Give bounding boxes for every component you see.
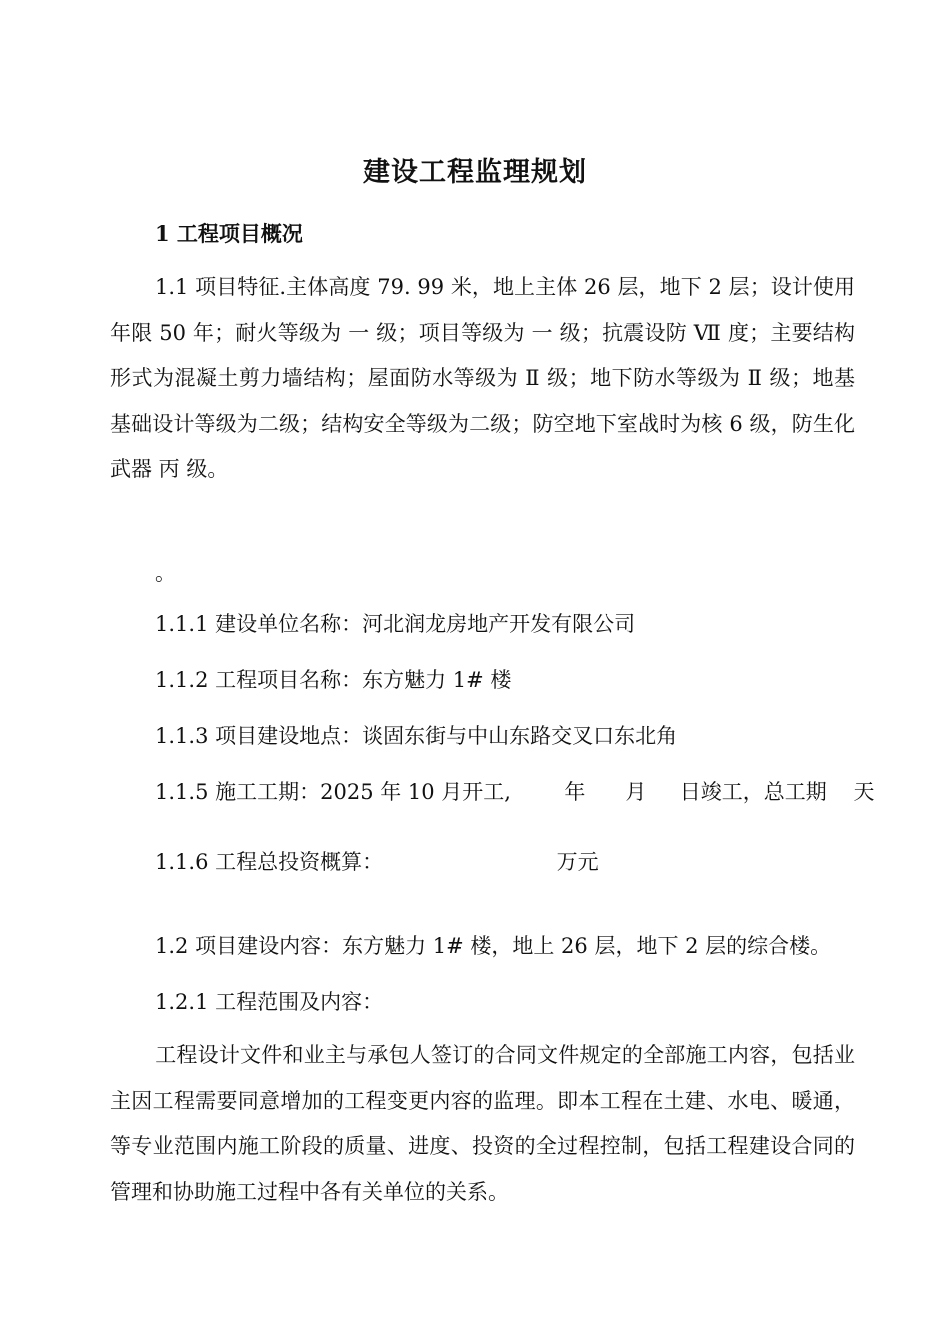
scope-paragraph <box>110 1033 855 1215</box>
project-features-text: 1.1 项目特征.主体高度 79. 99 米，地上主体 26 层，地下 2 层；设计使用年限 50 年；耐火等级为 一 级；项目等级为 一 级；抗震设防 Ⅶ 度；主要结构形式为混凝土剪力墙结构；屋面防水等级为 Ⅱ 级；地下防水等级为 Ⅱ 级；地基基础设计等级为二级；结构安全等级为二级；防空地下室战时为核 6 级，防生化武器 丙 级。 <box>110 275 855 481</box>
scope-text: 工程设计文件和业主与承包人签订的合同文件规定的全部施工内容，包括业主因工程需要同意增加的工程变更内容的监理。即本工程在土建、水电、暖通，等专业范围内施工阶段的质量、进度、投资的全过程控制，包括工程建设合同的管理和协助施工过程中各有关单位的关系。 <box>110 1043 855 1204</box>
project-location-line: 1.1.3 项目建设地点：谈固东街与中山东路交叉口东北角 <box>155 724 678 748</box>
scope-heading-line: 1.2.1 工程范围及内容： <box>155 990 384 1014</box>
project-name-line: 1.1.2 工程项目名称：东方魅力 1# 楼 <box>155 668 512 692</box>
stray-period: 。 <box>155 561 176 585</box>
document-title: 建设工程监理规划 <box>363 157 587 188</box>
investment-line: 1.1.6 工程总投资概算： 万元 <box>155 850 599 874</box>
project-content-line: 1.2 项目建设内容：东方魅力 1# 楼，地上 26 层，地下 2 层的综合楼。 <box>155 934 832 958</box>
section-heading: 1 工程项目概况 <box>155 221 303 246</box>
construction-period-line: 1.1.5 施工工期：2025 年 10 月开工, 年 月 日竣工，总工期 天 <box>155 780 875 804</box>
project-features-paragraph <box>110 265 855 493</box>
owner-name-line: 1.1.1 建设单位名称：河北润龙房地产开发有限公司 <box>155 612 636 636</box>
